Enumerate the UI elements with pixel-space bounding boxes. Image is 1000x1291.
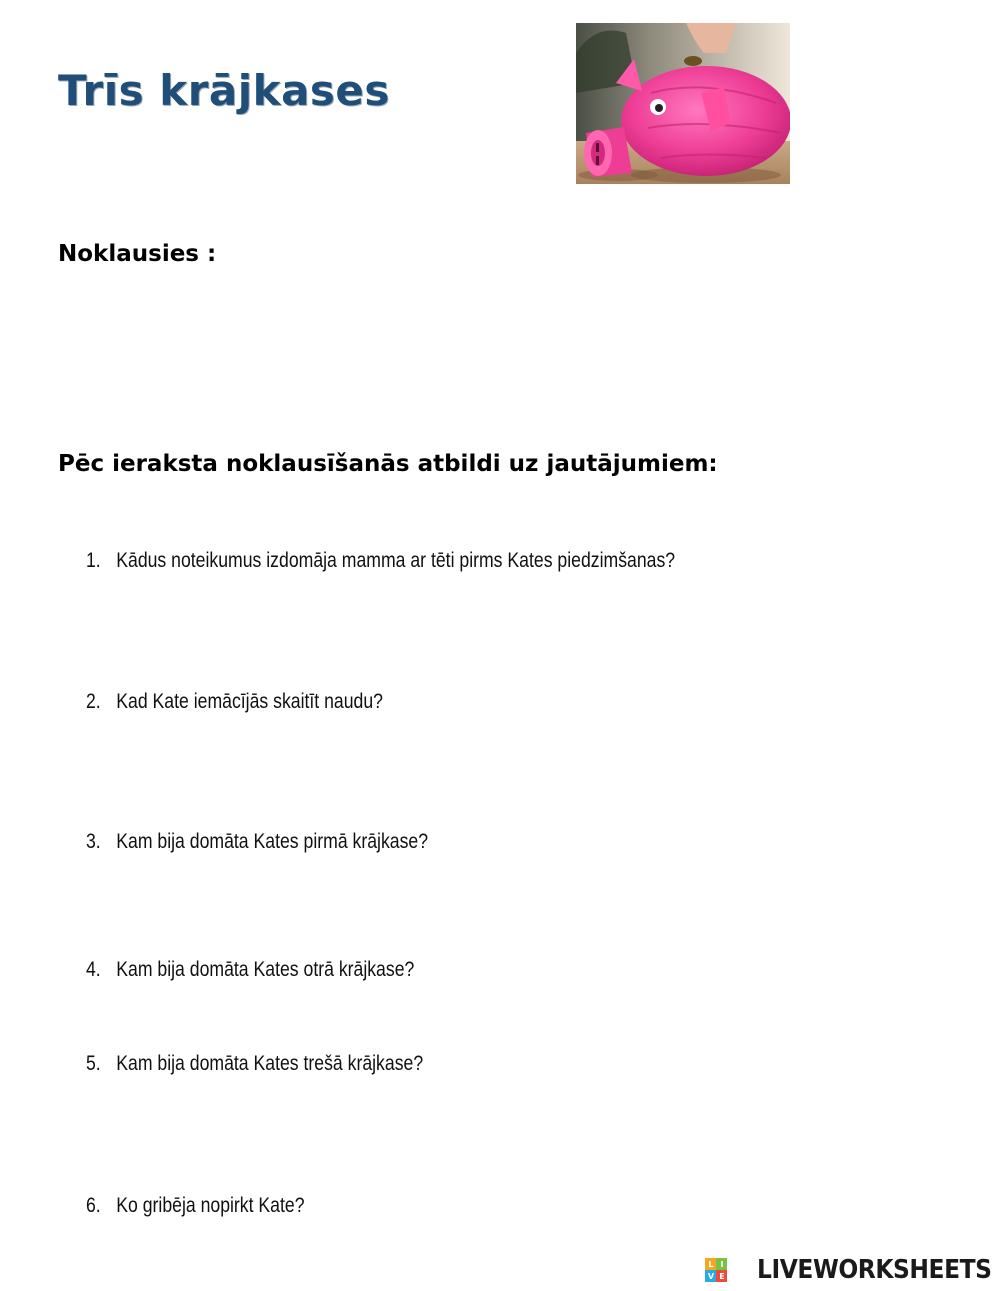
- question-text: Kam bija domāta Kates pirmā krājkase?: [116, 830, 429, 853]
- question-text: Kādus noteikumus izdomāja mamma ar tēti pirms Kates piedzimšanas?: [116, 549, 676, 572]
- piggy-bank-photo: [576, 23, 790, 184]
- question-text: Ko gribēja nopirkt Kate?: [116, 1194, 305, 1217]
- question-item: [86, 1052, 423, 1076]
- logo-letter: V: [705, 1270, 716, 1282]
- question-item: [86, 1194, 305, 1218]
- logo-letter: L: [705, 1258, 716, 1270]
- question-text: Kam bija domāta Kates otrā krājkase?: [116, 958, 415, 981]
- logo-letter: E: [716, 1270, 727, 1282]
- question-text: Kam bija domāta Kates trešā krājkase?: [116, 1052, 424, 1075]
- question-text: Kad Kate iemācījās skaitīt naudu?: [116, 690, 383, 713]
- question-number: 4.: [86, 958, 101, 981]
- question-item: [86, 549, 675, 573]
- question-item: [86, 830, 428, 854]
- listen-heading: Noklausies :: [58, 241, 217, 267]
- question-number: 6.: [86, 1194, 101, 1217]
- question-number: 5.: [86, 1052, 101, 1075]
- liveworksheets-logo-icon: [705, 1258, 727, 1282]
- liveworksheets-wordmark: LIVEWORKSHEETS: [757, 1255, 992, 1285]
- question-number: 3.: [86, 830, 101, 853]
- question-number: 2.: [86, 690, 101, 713]
- questions-heading: Pēc ieraksta noklausīšanās atbildi uz jautājumiem:: [58, 451, 718, 477]
- question-item: [86, 690, 383, 714]
- worksheet-title: Trīs krājkases: [58, 66, 390, 115]
- question-item: [86, 958, 414, 982]
- liveworksheets-brand: [705, 1254, 992, 1286]
- question-number: 1.: [86, 549, 101, 572]
- piggy-bank-icon: [576, 23, 790, 184]
- logo-letter: I: [716, 1258, 727, 1270]
